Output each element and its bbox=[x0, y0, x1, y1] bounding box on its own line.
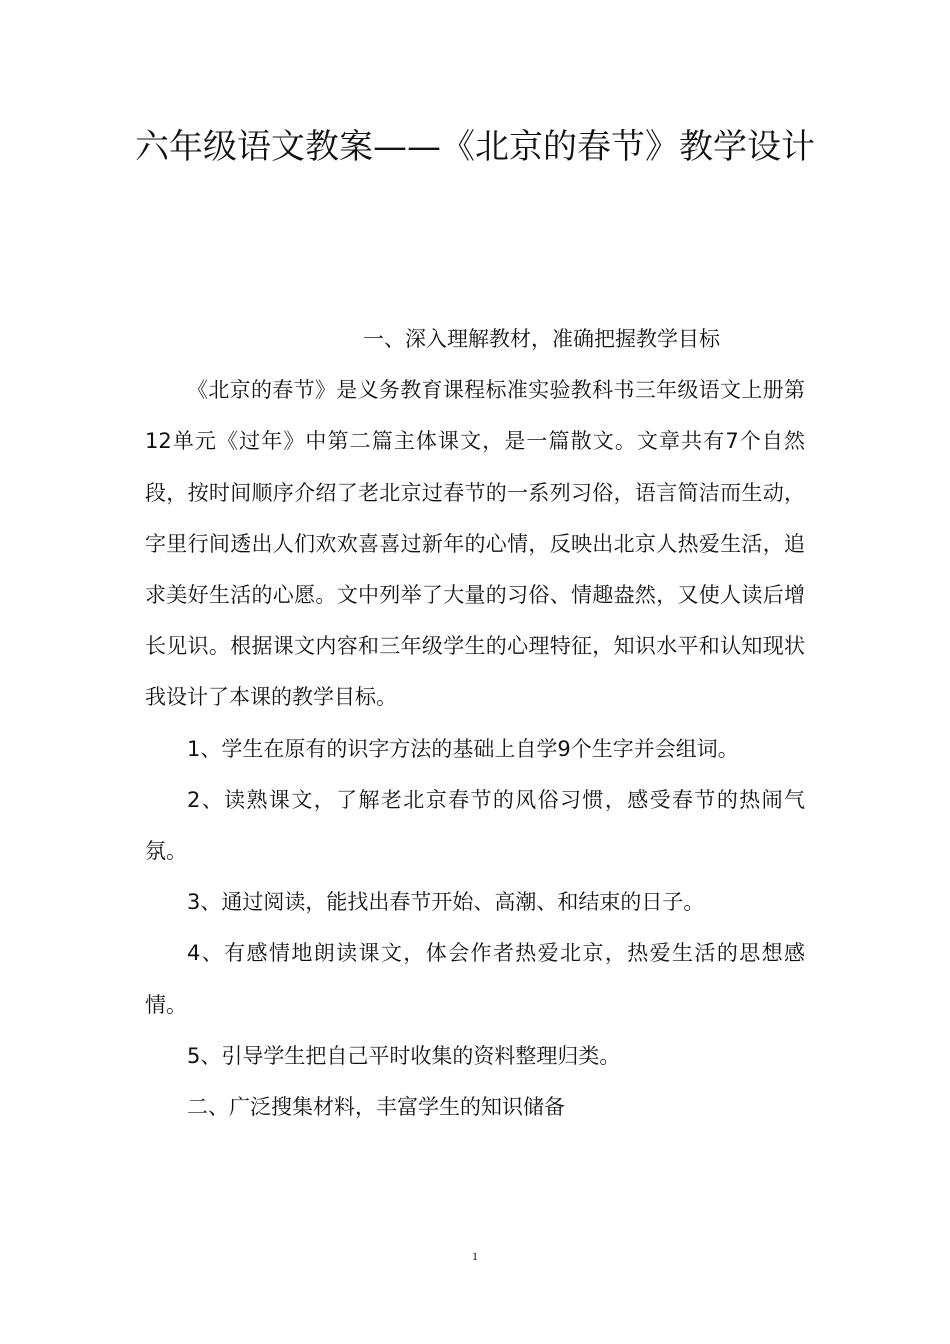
document-title: 六年级语文教案——《北京的春节》教学设计 bbox=[135, 127, 815, 167]
objective-2: 2、读熟课文，了解老北京春节的风俗习惯，感受春节的热闹气氛。 bbox=[145, 787, 805, 864]
document-body bbox=[145, 314, 805, 1133]
section-heading-1: 一、深入理解教材，准确把握教学目标 bbox=[363, 327, 720, 351]
section-heading-2: 二、广泛搜集材料，丰富学生的知识储备 bbox=[187, 1095, 565, 1120]
objective-4: 4、有感情地朗读课文，体会作者热爱北京，热爱生活的思想感情。 bbox=[145, 941, 805, 1017]
objective-5: 5、引导学生把自己平时收集的资料整理归类。 bbox=[187, 1043, 621, 1068]
objective-3: 3、通过阅读，能找出春节开始、高潮、和结束的日子。 bbox=[187, 890, 705, 915]
objective-1: 1、学生在原有的识字方法的基础上自学9个生字并会组词。 bbox=[187, 736, 739, 761]
intro-paragraph: 《北京的春节》是义务教育课程标准实验教科书三年级语文上册第12单元《过年》中第二篇主体课文，是一篇散文。文章共有7个自然段，按时间顺序介绍了老北京过春节的一系列习俗，语言简洁而生动，字里行间透出人们欢欢喜喜过新年的心情，反映出北京人热爱生活，追求美好生活的心愿。文中列举了大量的习俗、情趣盎然，又使人读后增长见识。根据课文内容和三年级学生的心理特征，知识水平和认知现状我设计了本课的教学目标。 bbox=[145, 378, 805, 710]
page-number: 1 bbox=[472, 1249, 478, 1263]
